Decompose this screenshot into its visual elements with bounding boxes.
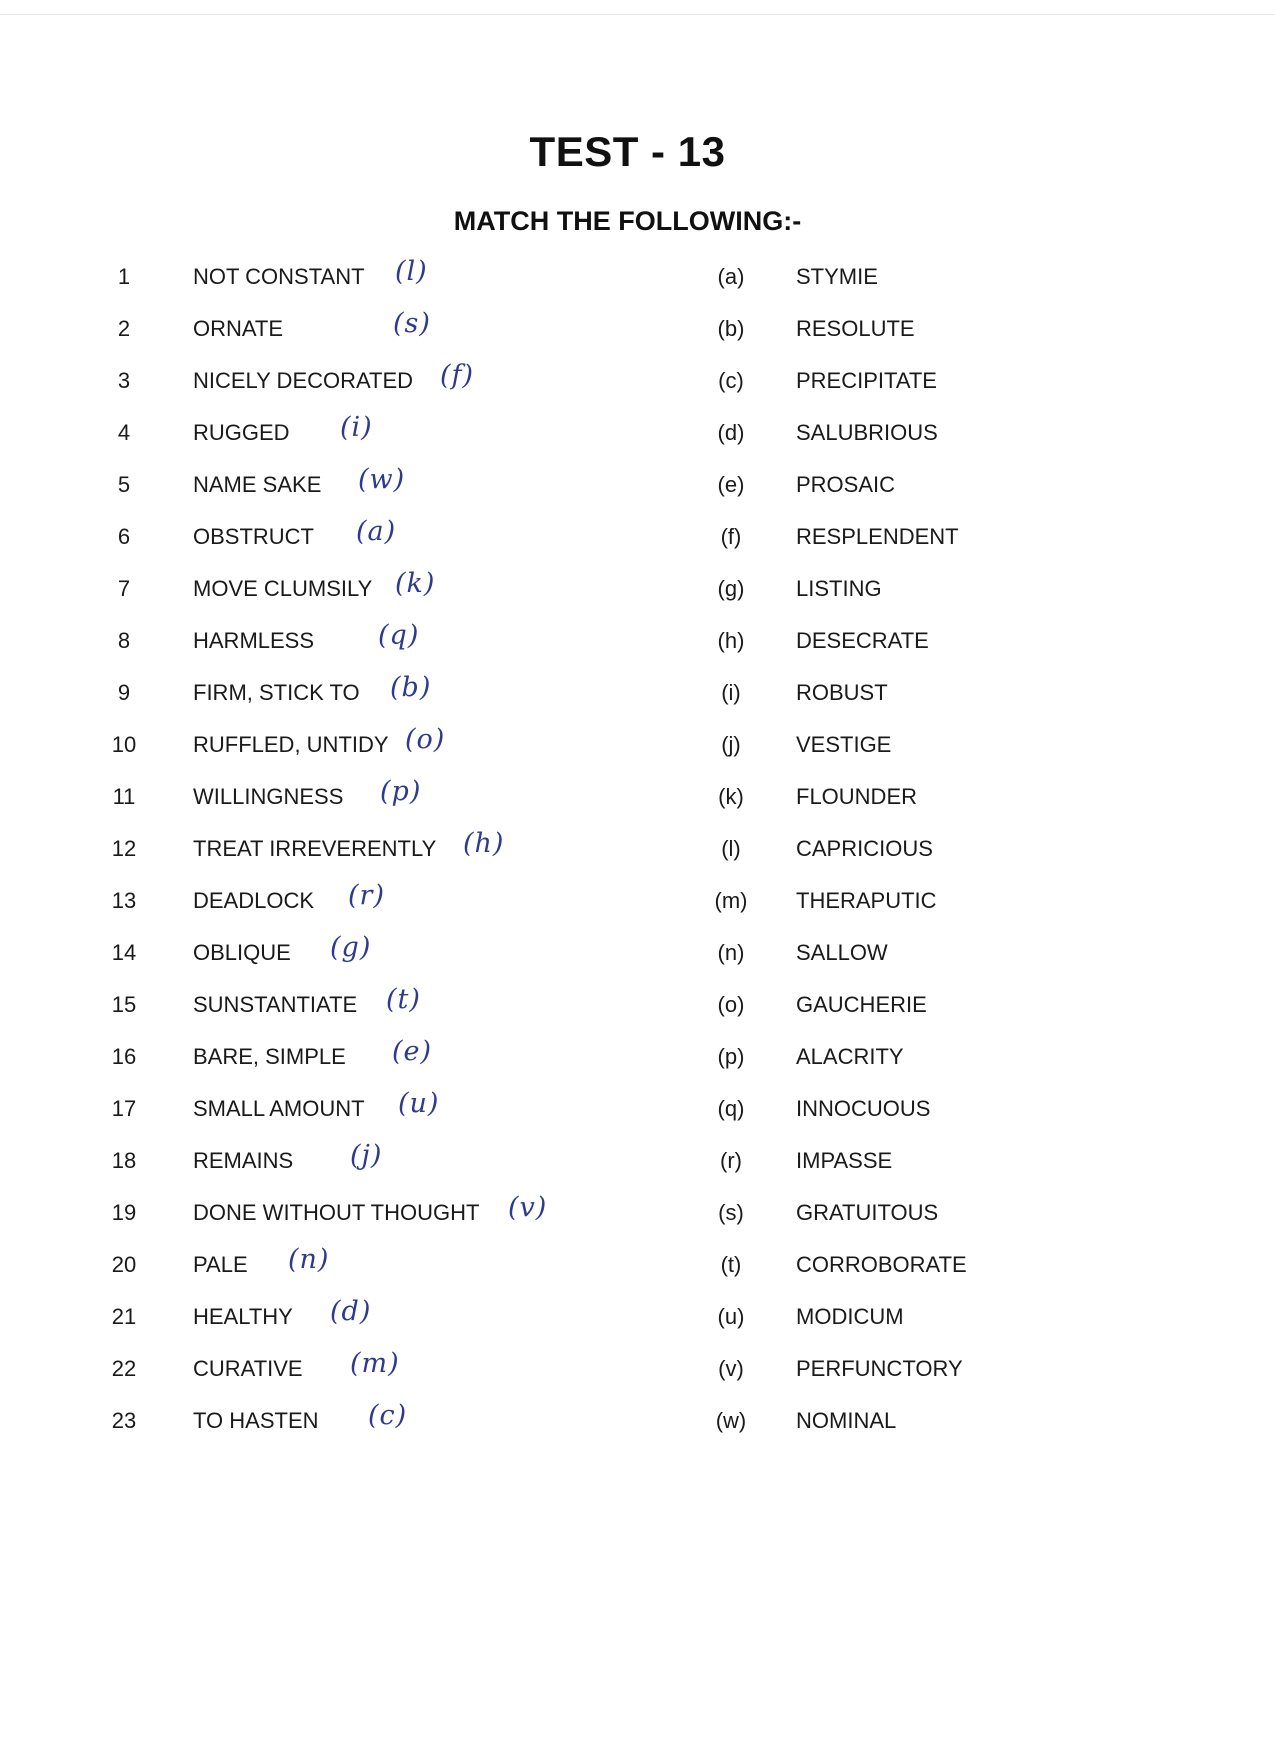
right-word: VESTIGE xyxy=(796,732,892,757)
right-word: CORROBORATE xyxy=(796,1252,967,1277)
match-row xyxy=(0,722,1275,774)
right-word: GAUCHERIE xyxy=(796,992,927,1017)
right-word: FLOUNDER xyxy=(796,784,918,809)
match-row xyxy=(0,878,1275,930)
handwritten-answer: (m) xyxy=(350,1348,400,1379)
handwritten-answer: (f) xyxy=(440,360,475,391)
option-letter: (h) xyxy=(717,628,745,653)
left-term: PALE xyxy=(193,1252,248,1277)
handwritten-answer: (w) xyxy=(358,464,406,495)
match-row xyxy=(0,930,1275,982)
item-number: 18 xyxy=(111,1148,137,1173)
option-letter: (o) xyxy=(717,992,745,1017)
option-letter: (d) xyxy=(717,420,745,445)
left-term: DEADLOCK xyxy=(193,888,315,913)
option-letter: (m) xyxy=(714,888,748,913)
left-term: RUGGED xyxy=(193,420,290,445)
left-term: RUFFLED, UNTIDY xyxy=(193,732,389,757)
left-term: NICELY DECORATED xyxy=(193,368,414,393)
item-number: 6 xyxy=(117,524,131,549)
option-letter: (a) xyxy=(717,264,745,289)
item-number: 2 xyxy=(117,316,131,341)
right-word: LISTING xyxy=(796,576,882,601)
match-row xyxy=(0,1346,1275,1398)
left-term: TREAT IRREVERENTLY xyxy=(193,836,437,861)
right-word: PROSAIC xyxy=(796,472,896,497)
option-letter: (b) xyxy=(717,316,745,341)
match-row xyxy=(0,1242,1275,1294)
match-row xyxy=(0,1294,1275,1346)
right-word: ALACRITY xyxy=(796,1044,904,1069)
match-row xyxy=(0,1086,1275,1138)
option-letter: (u) xyxy=(717,1304,745,1329)
item-number: 13 xyxy=(111,888,137,913)
left-term: SMALL AMOUNT xyxy=(193,1096,365,1121)
match-row xyxy=(0,670,1275,722)
match-row xyxy=(0,566,1275,618)
item-number: 10 xyxy=(111,732,137,757)
match-row xyxy=(0,358,1275,410)
handwritten-answer: (n) xyxy=(288,1244,330,1275)
item-number: 12 xyxy=(111,836,137,861)
item-number: 8 xyxy=(117,628,131,653)
match-row xyxy=(0,774,1275,826)
option-letter: (q) xyxy=(717,1096,745,1121)
handwritten-answer: (l) xyxy=(395,256,428,287)
left-term: WILLINGNESS xyxy=(193,784,344,809)
option-letter: (c) xyxy=(718,368,744,393)
item-number: 11 xyxy=(112,784,136,809)
right-word: RESPLENDENT xyxy=(796,524,959,549)
item-number: 19 xyxy=(111,1200,137,1225)
handwritten-answer: (s) xyxy=(393,308,431,339)
scan-edge-line xyxy=(0,14,1275,15)
option-letter: (n) xyxy=(717,940,745,965)
option-letter: (k) xyxy=(718,784,744,809)
handwritten-answer: (u) xyxy=(398,1088,440,1119)
item-number: 21 xyxy=(111,1304,137,1329)
item-number: 4 xyxy=(117,420,131,445)
right-word: IMPASSE xyxy=(796,1148,893,1173)
left-term: MOVE CLUMSILY xyxy=(193,576,373,601)
handwritten-answer: (r) xyxy=(348,880,385,911)
left-term: TO HASTEN xyxy=(193,1408,319,1433)
option-letter: (t) xyxy=(720,1252,742,1277)
right-word: DESECRATE xyxy=(796,628,929,653)
left-term: HEALTHY xyxy=(193,1304,293,1329)
item-number: 7 xyxy=(117,576,131,601)
match-row xyxy=(0,410,1275,462)
right-word: STYMIE xyxy=(796,264,878,289)
right-word: RESOLUTE xyxy=(796,316,915,341)
match-row xyxy=(0,1190,1275,1242)
item-number: 5 xyxy=(117,472,131,497)
option-letter: (f) xyxy=(720,524,742,549)
handwritten-answer: (i) xyxy=(340,412,373,443)
instructions-heading: MATCH THE FOLLOWING:- xyxy=(453,206,802,236)
match-row xyxy=(0,1034,1275,1086)
right-word: GRATUITOUS xyxy=(796,1200,939,1225)
left-term: OBLIQUE xyxy=(193,940,291,965)
option-letter: (j) xyxy=(721,732,741,757)
match-row xyxy=(0,514,1275,566)
handwritten-answer: (h) xyxy=(463,828,505,859)
item-number: 16 xyxy=(111,1044,137,1069)
item-number: 14 xyxy=(111,940,137,965)
option-letter: (s) xyxy=(718,1200,744,1225)
left-term: DONE WITHOUT THOUGHT xyxy=(193,1200,480,1225)
right-word: PERFUNCTORY xyxy=(796,1356,963,1381)
option-letter: (w) xyxy=(715,1408,747,1433)
handwritten-answer: (p) xyxy=(380,776,422,807)
handwritten-answer: (q) xyxy=(378,620,420,651)
match-row xyxy=(0,254,1275,306)
right-word: SALLOW xyxy=(796,940,888,965)
handwritten-answer: (e) xyxy=(392,1036,433,1067)
left-term: CURATIVE xyxy=(193,1356,303,1381)
item-number: 17 xyxy=(111,1096,137,1121)
right-word: INNOCUOUS xyxy=(796,1096,931,1121)
option-letter: (p) xyxy=(717,1044,745,1069)
item-number: 9 xyxy=(117,680,131,705)
right-word: MODICUM xyxy=(796,1304,904,1329)
item-number: 3 xyxy=(117,368,131,393)
handwritten-answer: (v) xyxy=(508,1192,548,1223)
item-number: 15 xyxy=(111,992,137,1017)
handwritten-answer: (b) xyxy=(390,672,432,703)
handwritten-answer: (o) xyxy=(405,724,446,755)
match-row xyxy=(0,1138,1275,1190)
right-word: PRECIPITATE xyxy=(796,368,937,393)
right-word: NOMINAL xyxy=(796,1408,897,1433)
option-letter: (i) xyxy=(721,680,741,705)
option-letter: (v) xyxy=(718,1356,744,1381)
handwritten-answer: (k) xyxy=(395,568,436,599)
match-row xyxy=(0,826,1275,878)
handwritten-answer: (g) xyxy=(330,932,372,963)
option-letter: (l) xyxy=(721,836,741,861)
page-title: TEST - 13 xyxy=(529,128,726,175)
left-term: BARE, SIMPLE xyxy=(193,1044,346,1069)
item-number: 22 xyxy=(111,1356,137,1381)
left-term: ORNATE xyxy=(193,316,284,341)
item-number: 23 xyxy=(111,1408,137,1433)
left-term: OBSTRUCT xyxy=(193,524,314,549)
left-term: HARMLESS xyxy=(193,628,315,653)
left-term: FIRM, STICK TO xyxy=(193,680,360,705)
match-row xyxy=(0,618,1275,670)
left-term: SUNSTANTIATE xyxy=(193,992,358,1017)
match-row xyxy=(0,462,1275,514)
item-number: 1 xyxy=(117,264,131,289)
handwritten-answer: (a) xyxy=(356,516,397,547)
left-term: NAME SAKE xyxy=(193,472,322,497)
match-row xyxy=(0,306,1275,358)
match-list xyxy=(0,254,1275,1450)
handwritten-answer: (j) xyxy=(350,1140,383,1171)
option-letter: (e) xyxy=(717,472,745,497)
right-word: SALUBRIOUS xyxy=(796,420,938,445)
match-row xyxy=(0,1398,1275,1450)
match-row xyxy=(0,982,1275,1034)
left-term: REMAINS xyxy=(193,1148,294,1173)
item-number: 20 xyxy=(111,1252,137,1277)
handwritten-answer: (d) xyxy=(330,1296,372,1327)
option-letter: (g) xyxy=(717,576,745,601)
right-word: CAPRICIOUS xyxy=(796,836,933,861)
handwritten-answer: (c) xyxy=(368,1400,408,1431)
option-letter: (r) xyxy=(720,1148,742,1173)
left-term: NOT CONSTANT xyxy=(193,264,365,289)
handwritten-answer: (t) xyxy=(386,984,421,1015)
right-word: ROBUST xyxy=(796,680,888,705)
right-word: THERAPUTIC xyxy=(796,888,937,913)
